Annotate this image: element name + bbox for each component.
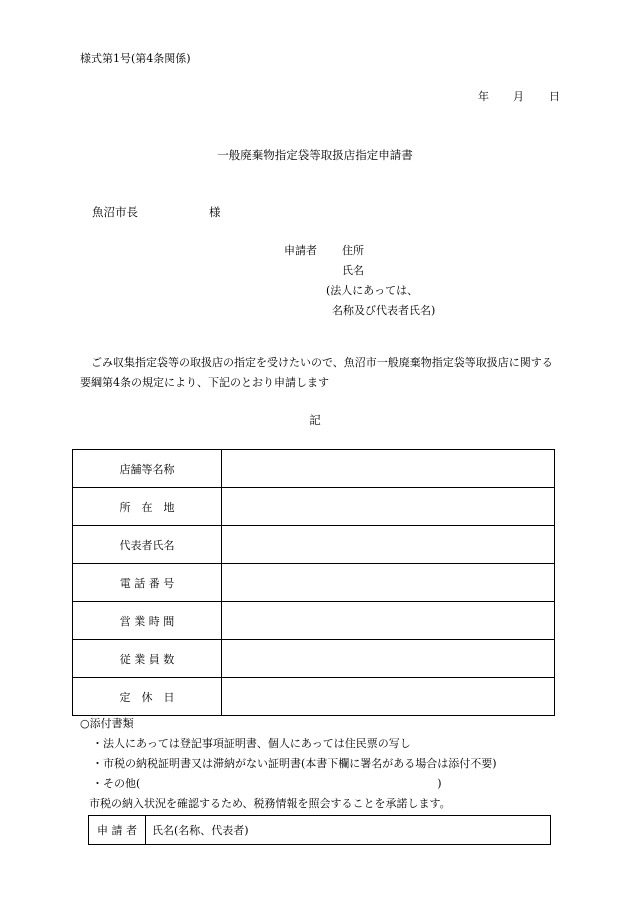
row-label: 定 休 日 <box>73 678 222 716</box>
row-value-field[interactable] <box>222 488 555 526</box>
signature-label: 申 請 者 <box>89 816 146 845</box>
row-label: 営 業 時 間 <box>73 602 222 640</box>
applicant-block <box>284 241 436 321</box>
row-label: 所 在 地 <box>73 488 222 526</box>
applicant-note-line1: (法人にあっては、 <box>326 284 419 297</box>
ki-heading: 記 <box>309 413 321 427</box>
addressee-name: 魚沼市長 <box>92 205 138 219</box>
form-number: 様式第1号(第4条関係) <box>80 52 191 65</box>
row-value-field[interactable] <box>222 450 555 488</box>
table-row <box>73 564 555 602</box>
table-row <box>73 678 555 716</box>
signature-row <box>89 816 551 845</box>
table-row <box>73 488 555 526</box>
body-text: ごみ収集指定袋等の取扱店の指定を受けたいので、魚沼市一般廃棄物指定袋等取扱店に関する要綱第4条の規定により、下記のとおり申請します <box>80 356 553 389</box>
application-table <box>72 449 555 716</box>
row-label: 代表者氏名 <box>73 526 222 564</box>
row-value-field[interactable] <box>222 526 555 564</box>
applicant-name-label: 氏名 <box>342 264 364 277</box>
consent-statement: 市税の納入状況を確認するため、税務情報を照会することを承諾します。 <box>89 797 451 810</box>
document-title: 一般廃棄物指定袋等取扱店指定申請書 <box>217 148 413 162</box>
row-label: 店舗等名称 <box>73 450 222 488</box>
attachment-item: ・その他( ) <box>92 777 442 790</box>
attachments-heading: ○添付書類 <box>80 717 134 730</box>
table-row <box>73 450 555 488</box>
row-value-field[interactable] <box>222 640 555 678</box>
attachment-item: ・市税の納税証明書又は滞納がない証明書(本書下欄に署名がある場合は添付不要) <box>92 757 497 770</box>
signature-table <box>88 815 551 845</box>
date-day-label: 日 <box>549 90 560 103</box>
applicant-address-label: 住所 <box>342 244 364 257</box>
table-row <box>73 640 555 678</box>
addressee <box>92 204 221 220</box>
row-value-field[interactable] <box>222 678 555 716</box>
row-value-field[interactable] <box>222 602 555 640</box>
attachments-section <box>80 714 497 814</box>
applicant-label: 申請者 <box>284 244 317 257</box>
row-label: 電 話 番 号 <box>73 564 222 602</box>
applicant-note-line2: 名称及び代表者氏名) <box>332 304 436 317</box>
date-year-label: 年 <box>478 90 489 103</box>
date-month-label: 月 <box>513 90 524 103</box>
attachment-item: ・法人にあっては登記事項証明書、個人にあっては住民票の写し <box>92 737 411 750</box>
table-row <box>73 602 555 640</box>
signature-field[interactable]: 氏名(名称、代表者) <box>146 816 551 845</box>
row-value-field[interactable] <box>222 564 555 602</box>
addressee-honorific: 様 <box>209 205 221 219</box>
row-label: 従 業 員 数 <box>73 640 222 678</box>
table-row <box>73 526 555 564</box>
